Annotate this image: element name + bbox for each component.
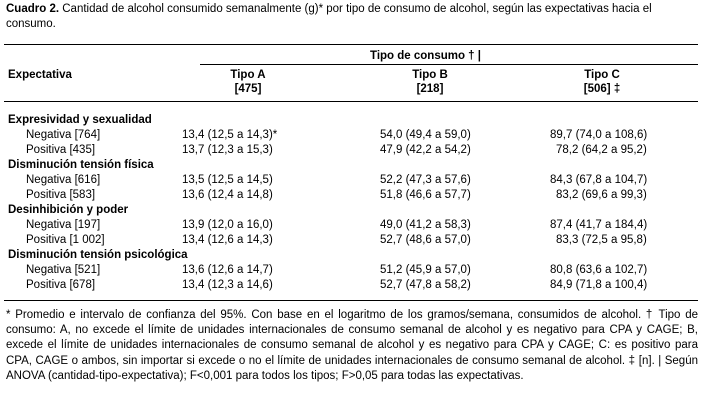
group-title: Disminución tensión física <box>8 159 154 171</box>
cell-tipo-a: 13,6 (12,4 a 14,8) <box>182 189 273 201</box>
cell-tipo-c: 89,7 (74,0 a 108,6) <box>550 129 648 141</box>
cell-tipo-b: 52,2 (47,3 a 57,6) <box>380 174 471 186</box>
cell-tipo-b: 51,8 (46,6 a 57,7) <box>380 189 471 201</box>
cell-tipo-b: 47,9 (42,2 a 54,2) <box>380 144 471 156</box>
header-bottom-rule <box>4 101 698 102</box>
row-label: Positiva [1 002] <box>26 234 105 246</box>
cell-tipo-c: 84,3 (67,8 a 104,7) <box>550 174 648 186</box>
caption-label: Cuadro 2. <box>6 3 60 15</box>
row-label: Negativa [764] <box>26 129 101 141</box>
cell-tipo-c: 83,3 (72,5 a 95,8) <box>556 234 647 246</box>
table-bottom-rule <box>4 300 698 301</box>
cell-tipo-b: 52,7 (47,8 a 58,2) <box>380 279 471 291</box>
table-caption <box>6 2 696 32</box>
cell-tipo-a: 13,4 (12,3 a 14,6) <box>182 279 273 291</box>
col-header-tipo-b-n: [218] <box>416 83 444 95</box>
cell-tipo-c: 84,9 (71,8 a 100,4) <box>550 279 648 291</box>
cell-tipo-c: 83,2 (69,6 a 99,3) <box>556 189 647 201</box>
cell-tipo-b: 52,7 (48,6 a 57,0) <box>380 234 471 246</box>
col-header-tipo-c-n: [506] ‡ <box>583 83 621 95</box>
row-label: Negativa [616] <box>26 174 101 186</box>
group-header-rule <box>200 64 698 65</box>
top-rule <box>4 44 698 45</box>
row-label: Positiva [583] <box>26 189 96 201</box>
col-header-tipo-c: Tipo C <box>584 69 620 81</box>
cell-tipo-a: 13,6 (12,6 a 14,7) <box>182 264 273 276</box>
cell-tipo-a: 13,5 (12,5 a 14,5) <box>182 174 273 186</box>
row-label: Negativa [521] <box>26 264 101 276</box>
cell-tipo-c: 78,2 (64,2 a 95,2) <box>556 144 647 156</box>
tipo-consumo-header: Tipo de consumo † | <box>370 50 481 62</box>
cell-tipo-a: 13,9 (12,0 a 16,0) <box>182 219 273 231</box>
col-header-tipo-a-n: [475] <box>234 83 262 95</box>
cell-tipo-a: 13,7 (12,3 a 15,3) <box>182 144 273 156</box>
cell-tipo-b: 49,0 (41,2 a 58,3) <box>380 219 471 231</box>
row-label: Positiva [678] <box>26 279 96 291</box>
cell-tipo-a: 13,4 (12,5 a 14,3)* <box>182 129 278 141</box>
group-title: Desinhibición y poder <box>8 204 129 216</box>
expectativa-header: Expectativa <box>8 69 72 81</box>
group-title: Expresividad y sexualidad <box>8 114 152 126</box>
cell-tipo-c: 80,8 (63,6 a 102,7) <box>550 264 648 276</box>
row-label: Positiva [435] <box>26 144 96 156</box>
cell-tipo-b: 54,0 (49,4 a 59,0) <box>380 129 471 141</box>
cell-tipo-a: 13,4 (12,6 a 14,3) <box>182 234 273 246</box>
col-header-tipo-a: Tipo A <box>230 69 266 81</box>
table-footnote: * Promedio e intervalo de confianza del 95%. Con base en el logaritmo de los gramos/semana, consumidos de alcohol. † Tipo de consumo: A, no excede el límite de unidades internacionales de consumo semanal de alcohol y es negativo para CPA y CAGE; B, excede el límite de unidades internacionales de consumo semanal de alcohol y es negativo para CPA y CAGE; C: es positivo para CPA, CAGE o ambos, sin importar si excede o no el límite de unidades internacionales de consumo semanal de alcohol. ‡ [n]. | Según ANOVA (cantidad-tipo-expectativa); F<0,001 para todos los tipos; F>0,05 para todas las expectativas. <box>6 309 698 382</box>
caption-text: Cantidad de alcohol consumido semanalmente (g)* por tipo de consumo de alcohol, según las expectativas hacia el consumo. <box>6 3 652 30</box>
cell-tipo-b: 51,2 (45,9 a 57,0) <box>380 264 471 276</box>
col-header-tipo-b: Tipo B <box>412 69 448 81</box>
cell-tipo-c: 87,4 (41,7 a 184,4) <box>550 219 648 231</box>
row-label: Negativa [197] <box>26 219 101 231</box>
group-title: Disminución tensión psicológica <box>8 249 188 261</box>
